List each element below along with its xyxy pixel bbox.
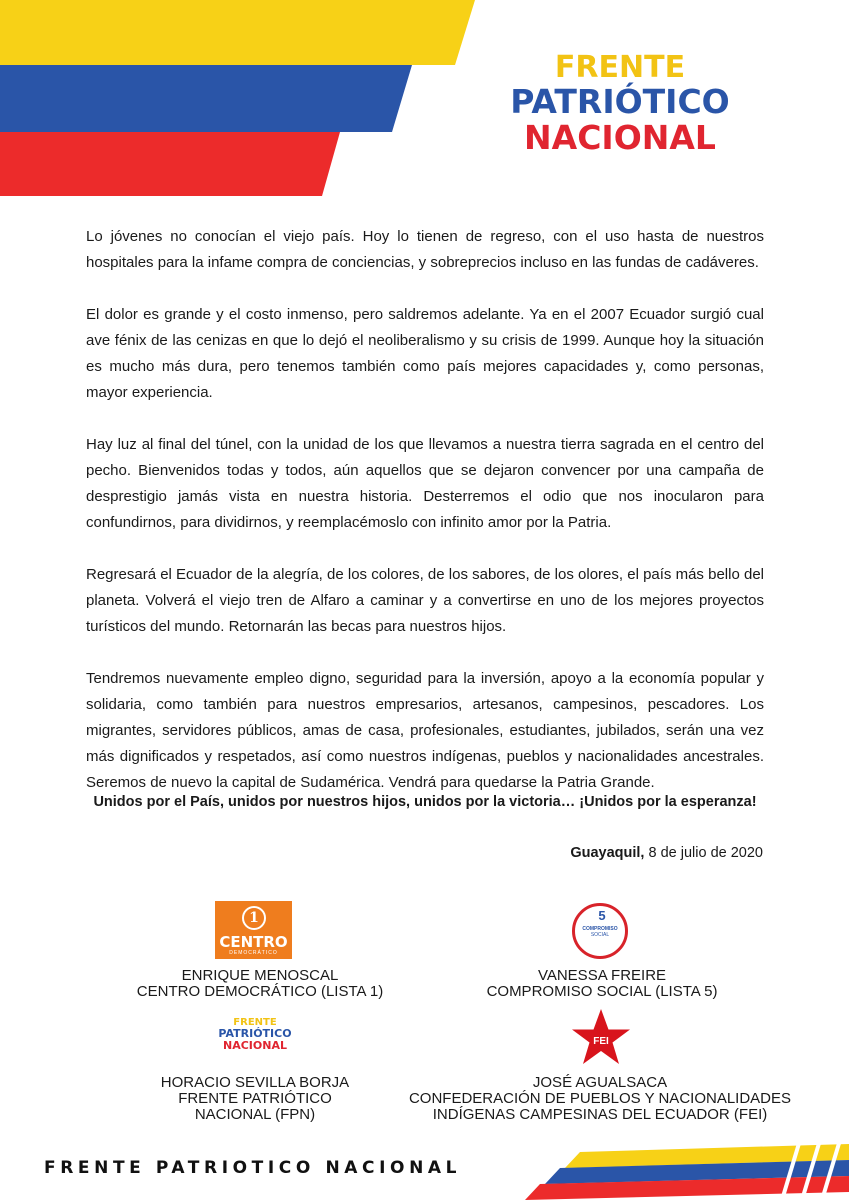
signatory-party: COMPROMISO SOCIAL (LISTA 5) <box>486 983 718 1000</box>
logo-line-frente: FRENTE <box>554 50 686 85</box>
signature-compromiso <box>452 968 752 1000</box>
compromiso-social-logo <box>572 903 628 959</box>
paragraph-1: Lo jóvenes no conocían el viejo país. Hoy lo tienen de regreso, con el uso hasta de nuestros hospitales para la infame compra de conciencias, y sobreprecios incluso en las fundas de cadáveres. <box>86 228 764 271</box>
cs-logo-text1: COMPROMISO <box>582 926 618 932</box>
fei-logo-text: FEI <box>593 1036 609 1047</box>
closing-slogan: Unidos por el País, unidos por nuestros hijos, unidos por la victoria… ¡Unidos por la esperanza! <box>93 794 757 810</box>
signatory-name: HORACIO SEVILLA BORJA <box>160 1074 350 1091</box>
footer-organization-name: FRENTE PATRIOTICO NACIONAL <box>44 1158 462 1178</box>
signatory-name: VANESSA FREIRE <box>537 967 667 984</box>
fpn-small-line1: FRENTE <box>233 1017 277 1028</box>
paragraph-4: Regresará el Ecuador de la alegría, de los colores, de los sabores, de los olores, el país más bello del planeta. Volverá el viejo tren de Alfaro a caminar y a convertirse en uno de los mejores proyectos turísticos del mundo. Retornarán las becas para nuestros hijos. <box>86 566 764 635</box>
fpn-small-logo <box>210 1017 300 1052</box>
letter-body <box>86 224 764 822</box>
signature-fei <box>380 1075 820 1123</box>
signatory-name: JOSÉ AGUALSACA <box>532 1074 668 1091</box>
centro-democratico-logo <box>215 901 292 959</box>
cs-logo-number: 5 <box>598 908 606 923</box>
fpn-small-line2: PATRIÓTICO <box>218 1027 292 1040</box>
paragraph-5: Tendremos nuevamente empleo digno, seguridad para la inversión, apoyo a la economía popular y solidaria, como también para nuestros empresarios, artesanos, campesinos, pescadores. Los migrantes, servidores públicos, amas de casa, profesionales, estudiantes, jubilados, serán una vez más dignificados y respetados, así como nuestros indígenas, pueblos y nacionalidades ancestrales. Seremos de nuevo la capital de Sudamérica. Vendrá para quedarse la Patria Grande. <box>86 670 764 791</box>
date: 8 de julio de 2020 <box>648 845 763 861</box>
logo-line-nacional: NACIONAL <box>524 118 716 157</box>
signature-centro <box>120 968 400 1000</box>
signatory-party-line2: NACIONAL (FPN) <box>194 1106 316 1123</box>
centro-logo-sub: DEMOCRÁTICO <box>229 950 278 956</box>
centro-logo-number: 1 <box>242 906 266 930</box>
red-stripe <box>0 132 340 196</box>
footer-flag-stripes <box>520 1130 849 1200</box>
signatory-party: CENTRO DEMOCRÁTICO (LISTA 1) <box>136 983 384 1000</box>
signatory-party-line1: CONFEDERACIÓN DE PUEBLOS Y NACIONALIDADES <box>408 1090 792 1107</box>
fpn-header-logo <box>470 52 770 156</box>
fei-star-logo <box>570 1008 632 1066</box>
place-date <box>570 843 763 863</box>
cs-logo-text2: SOCIAL <box>590 932 610 938</box>
yellow-stripe <box>0 0 475 65</box>
place: Guayaquil, <box>570 845 645 861</box>
signature-fpn <box>110 1075 400 1123</box>
signatory-name: ENRIQUE MENOSCAL <box>181 967 339 984</box>
fpn-small-line3: NACIONAL <box>223 1039 287 1052</box>
signatory-party-line1: FRENTE PATRIÓTICO <box>178 1090 332 1107</box>
logo-line-patriotico: PATRIÓTICO <box>510 82 730 121</box>
paragraph-2: El dolor es grande y el costo inmenso, pero saldremos adelante. Ya en el 2007 Ecuador surgió cual ave fénix de las cenizas en que lo dejó el neoliberalismo y su crisis de 1999. Aunque hoy la situación es mucho más dura, pero tenemos también como país mejores capacidades y, como personas, mayor experiencia. <box>86 306 764 401</box>
signatory-party-line2: INDÍGENAS CAMPESINAS DEL ECUADOR (FEI) <box>432 1106 768 1123</box>
blue-stripe <box>0 65 412 132</box>
centro-logo-word: CENTRO <box>219 933 288 951</box>
paragraph-3: Hay luz al final del túnel, con la unidad de los que llevamos a nuestra tierra sagrada en el centro del pecho. Bienvenidos todas y todos, aún aquellos que se dejaron convencer por una campaña de desprestigio jamás vista en nuestra historia. Desterremos el odio que nos inocularon para confundirnos, para dividirnos, y reemplacémoslo con infinito amor por la Patria. <box>86 436 764 531</box>
